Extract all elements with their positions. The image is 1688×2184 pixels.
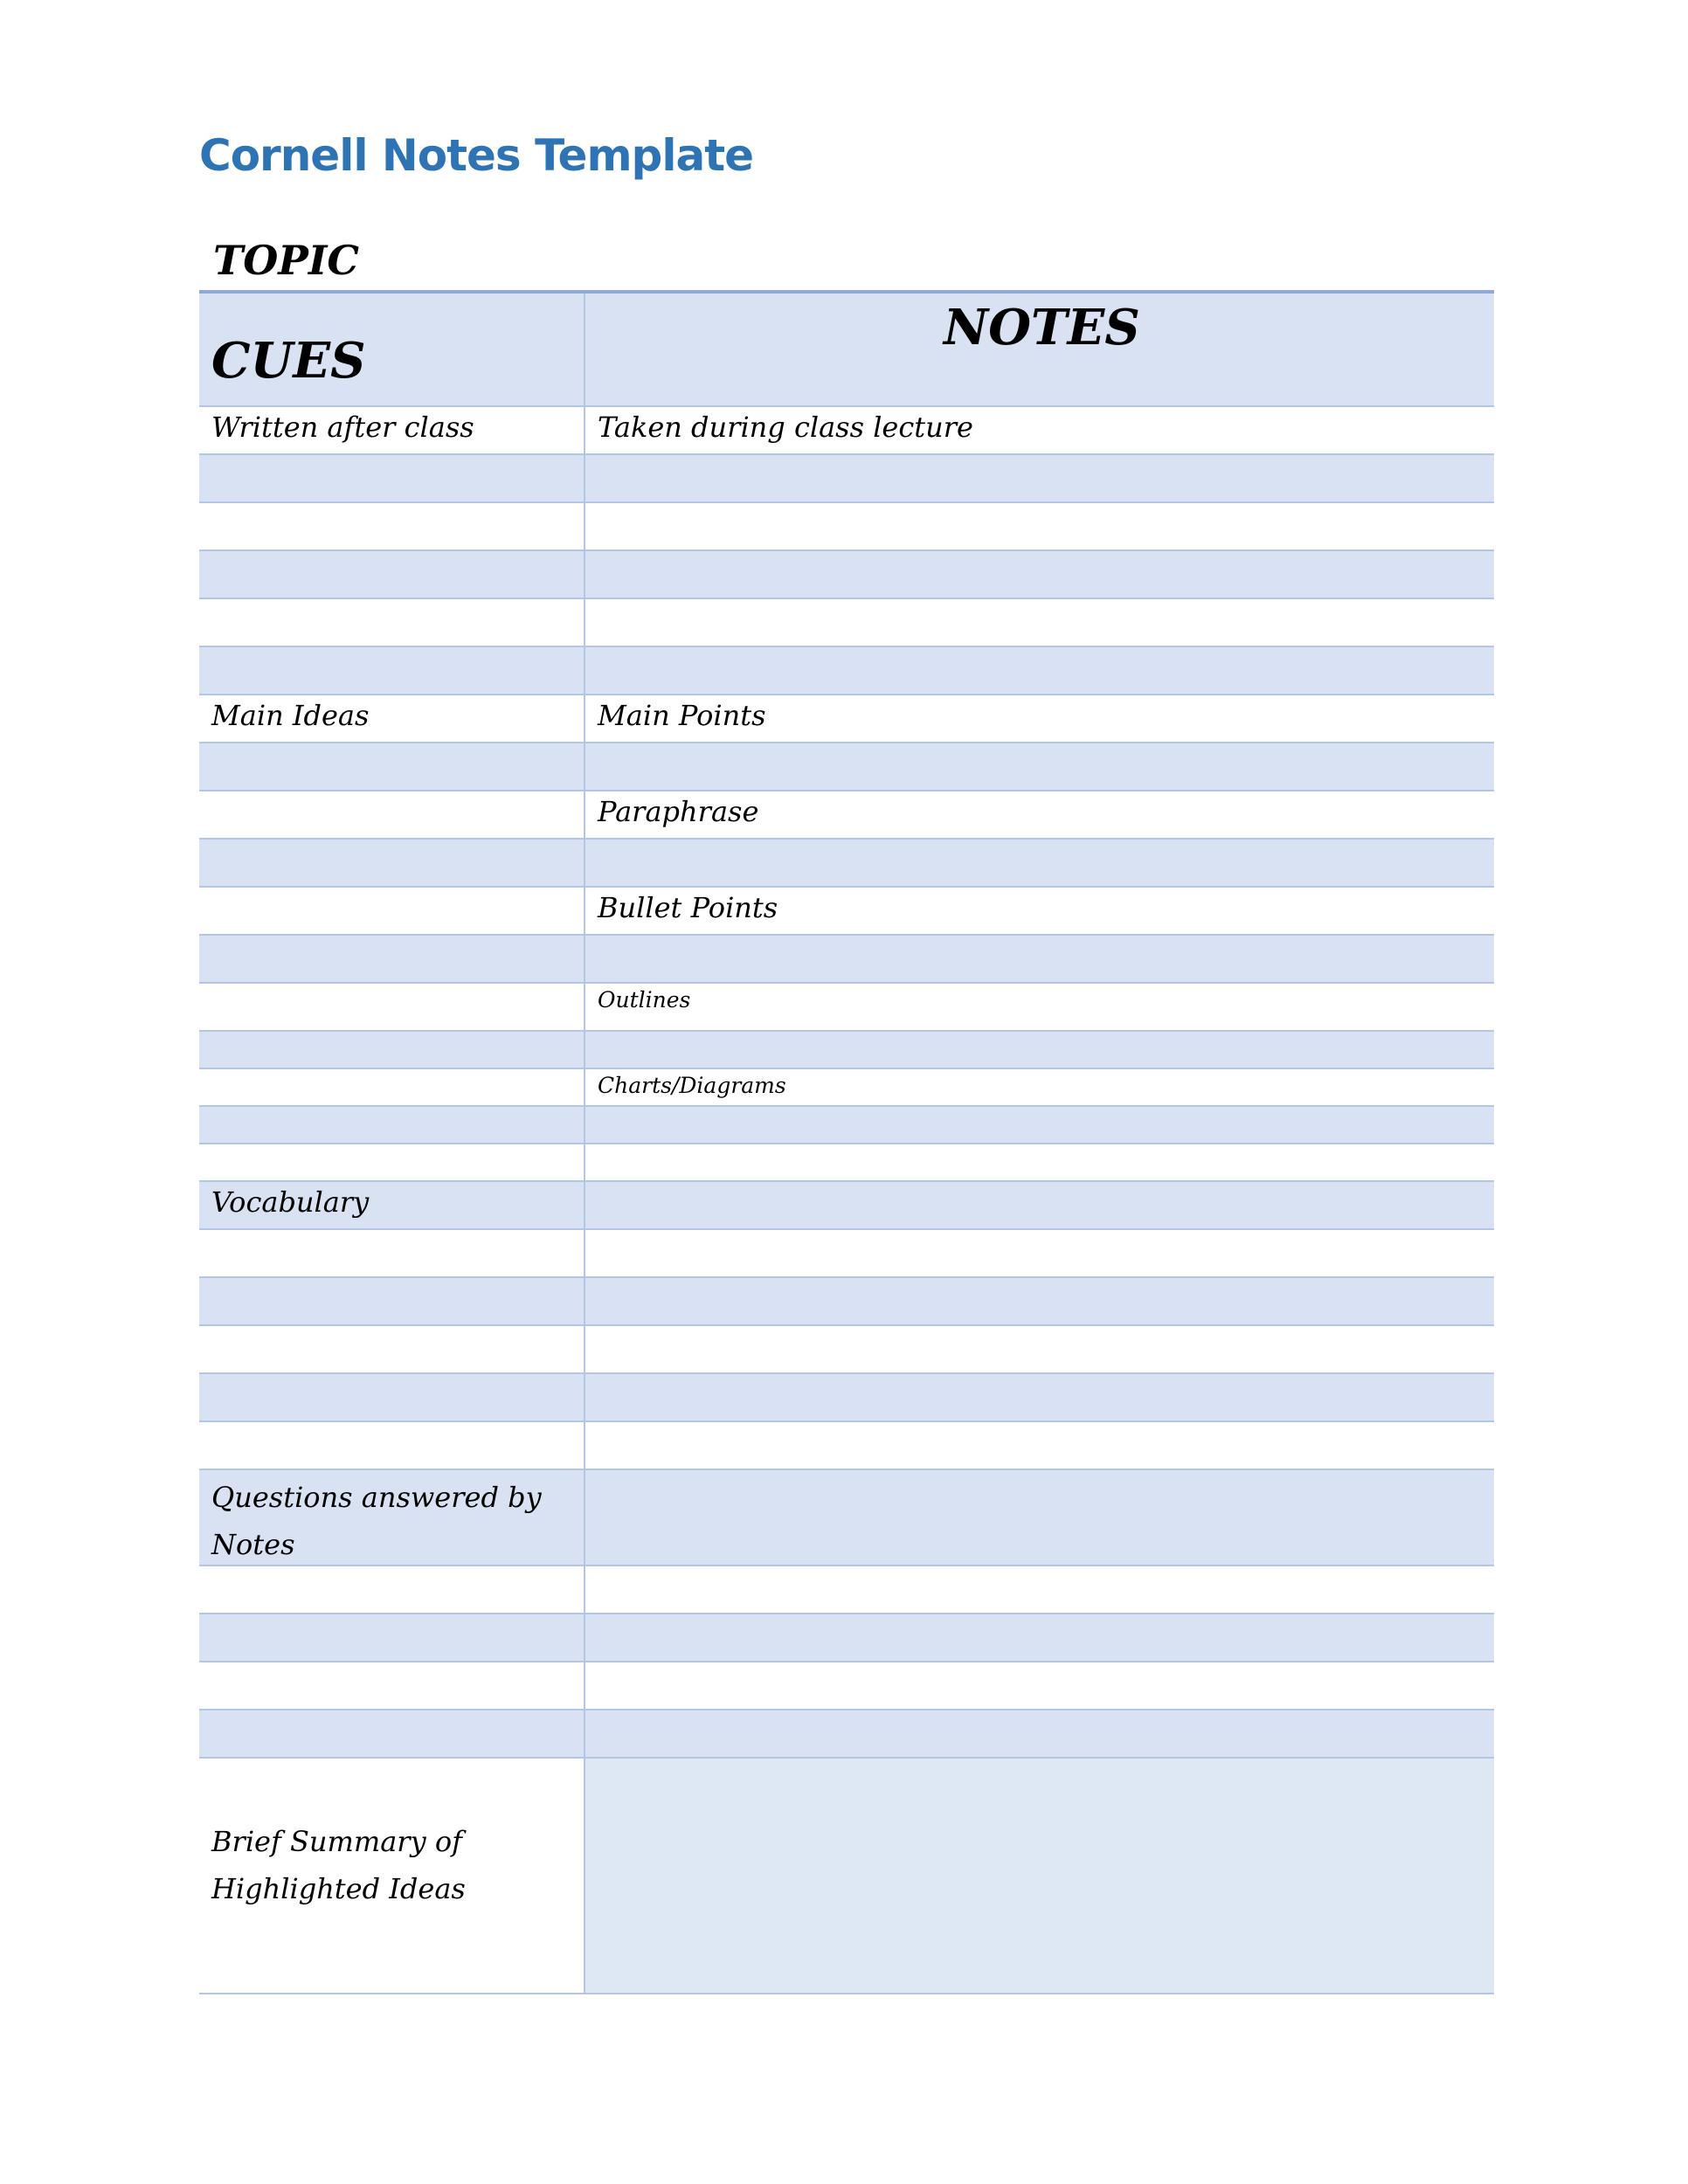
note-cell[interactable] bbox=[585, 1107, 1494, 1143]
note-cell[interactable] bbox=[585, 984, 1494, 1030]
table-row bbox=[199, 647, 1494, 695]
cue-cell[interactable] bbox=[199, 936, 585, 982]
note-cell[interactable] bbox=[585, 1614, 1494, 1661]
table-header-row bbox=[199, 294, 1494, 407]
table-row bbox=[199, 1278, 1494, 1326]
table-row bbox=[199, 1230, 1494, 1278]
note-cell[interactable] bbox=[585, 1566, 1494, 1613]
table-row bbox=[199, 1470, 1494, 1566]
note-cell[interactable] bbox=[585, 647, 1494, 694]
note-cell[interactable] bbox=[585, 1326, 1494, 1372]
table-row bbox=[199, 695, 1494, 743]
notes-header: NOTES bbox=[944, 299, 1140, 356]
cue-cell[interactable] bbox=[199, 1470, 585, 1565]
cue-cell[interactable] bbox=[199, 1144, 585, 1180]
cue-cell[interactable] bbox=[199, 695, 585, 742]
cue-cell[interactable] bbox=[199, 1614, 585, 1661]
cue-cell[interactable] bbox=[199, 1107, 585, 1143]
document-title: Cornell Notes Template bbox=[199, 130, 754, 181]
note-label: Taken during class lecture bbox=[598, 411, 973, 444]
table-row bbox=[199, 599, 1494, 647]
cue-label: Main Ideas bbox=[211, 699, 370, 732]
cues-header: CUES bbox=[211, 332, 366, 390]
cue-cell[interactable] bbox=[199, 551, 585, 598]
note-cell[interactable] bbox=[585, 1374, 1494, 1420]
table-row bbox=[199, 1711, 1494, 1759]
note-label: Charts/Diagrams bbox=[598, 1073, 786, 1098]
cue-cell[interactable] bbox=[199, 1566, 585, 1613]
table-row bbox=[199, 888, 1494, 936]
table-row bbox=[199, 936, 1494, 984]
note-label: Bullet Points bbox=[598, 891, 778, 924]
table-row bbox=[199, 1032, 1494, 1069]
table-row bbox=[199, 984, 1494, 1032]
table-row bbox=[199, 407, 1494, 455]
cue-cell[interactable] bbox=[199, 1032, 585, 1068]
note-cell[interactable] bbox=[585, 1470, 1494, 1565]
table-row bbox=[199, 1566, 1494, 1614]
cue-cell[interactable] bbox=[199, 1374, 585, 1420]
cue-cell[interactable] bbox=[199, 1278, 585, 1324]
cue-cell[interactable] bbox=[199, 1182, 585, 1228]
cue-cell[interactable] bbox=[199, 840, 585, 886]
note-cell[interactable] bbox=[585, 1032, 1494, 1068]
note-cell[interactable] bbox=[585, 1144, 1494, 1180]
table-row bbox=[199, 455, 1494, 503]
cues-header-cell bbox=[199, 294, 585, 405]
cue-cell[interactable] bbox=[199, 407, 585, 453]
cue-cell[interactable] bbox=[199, 455, 585, 501]
note-cell[interactable] bbox=[585, 407, 1494, 453]
note-label: Outlines bbox=[598, 987, 691, 1013]
cue-cell[interactable] bbox=[199, 1422, 585, 1469]
summary-note-cell[interactable] bbox=[585, 1759, 1494, 1993]
note-label: Main Points bbox=[598, 699, 766, 732]
table-row bbox=[199, 1662, 1494, 1711]
table-row bbox=[199, 1107, 1494, 1144]
cue-cell[interactable] bbox=[199, 1326, 585, 1372]
cue-cell[interactable] bbox=[199, 1230, 585, 1276]
note-cell[interactable] bbox=[585, 1230, 1494, 1276]
table-row bbox=[199, 503, 1494, 551]
topic-label: TOPIC bbox=[213, 237, 360, 284]
summary-label: Brief Summary of Highlighted Ideas bbox=[211, 1825, 466, 1905]
summary-cue-cell[interactable] bbox=[199, 1759, 585, 1993]
note-cell[interactable] bbox=[585, 936, 1494, 982]
cue-cell[interactable] bbox=[199, 1069, 585, 1105]
cue-cell[interactable] bbox=[199, 791, 585, 838]
cue-cell[interactable] bbox=[199, 888, 585, 934]
table-row bbox=[199, 551, 1494, 599]
note-cell[interactable] bbox=[585, 1422, 1494, 1469]
table-row bbox=[199, 1144, 1494, 1182]
note-cell[interactable] bbox=[585, 551, 1494, 598]
table-row bbox=[199, 840, 1494, 888]
cornell-notes-table bbox=[199, 290, 1494, 1994]
note-cell[interactable] bbox=[585, 1069, 1494, 1105]
cue-label: Vocabulary bbox=[211, 1185, 370, 1219]
cue-cell[interactable] bbox=[199, 743, 585, 790]
table-row bbox=[199, 743, 1494, 791]
note-cell[interactable] bbox=[585, 695, 1494, 742]
note-cell[interactable] bbox=[585, 840, 1494, 886]
summary-row bbox=[199, 1759, 1494, 1994]
table-row bbox=[199, 1374, 1494, 1422]
note-cell[interactable] bbox=[585, 743, 1494, 790]
cue-cell[interactable] bbox=[199, 984, 585, 1030]
note-cell[interactable] bbox=[585, 1711, 1494, 1757]
cue-label: Questions answered by Notes bbox=[211, 1481, 542, 1561]
note-cell[interactable] bbox=[585, 455, 1494, 501]
note-cell[interactable] bbox=[585, 1662, 1494, 1709]
cue-label: Written after class bbox=[211, 411, 474, 444]
cue-cell[interactable] bbox=[199, 503, 585, 549]
cue-cell[interactable] bbox=[199, 647, 585, 694]
table-row bbox=[199, 1422, 1494, 1470]
note-cell[interactable] bbox=[585, 1278, 1494, 1324]
table-row bbox=[199, 1326, 1494, 1374]
table-row bbox=[199, 1182, 1494, 1230]
table-row bbox=[199, 1614, 1494, 1662]
notes-header-cell bbox=[585, 294, 1494, 405]
table-row bbox=[199, 1069, 1494, 1107]
cue-cell[interactable] bbox=[199, 1662, 585, 1709]
cue-cell[interactable] bbox=[199, 1711, 585, 1757]
note-label: Paraphrase bbox=[598, 795, 759, 828]
table-row bbox=[199, 791, 1494, 840]
cue-cell[interactable] bbox=[199, 599, 585, 646]
note-cell[interactable] bbox=[585, 888, 1494, 934]
note-cell[interactable] bbox=[585, 1182, 1494, 1228]
note-cell[interactable] bbox=[585, 503, 1494, 549]
note-cell[interactable] bbox=[585, 791, 1494, 838]
note-cell[interactable] bbox=[585, 599, 1494, 646]
